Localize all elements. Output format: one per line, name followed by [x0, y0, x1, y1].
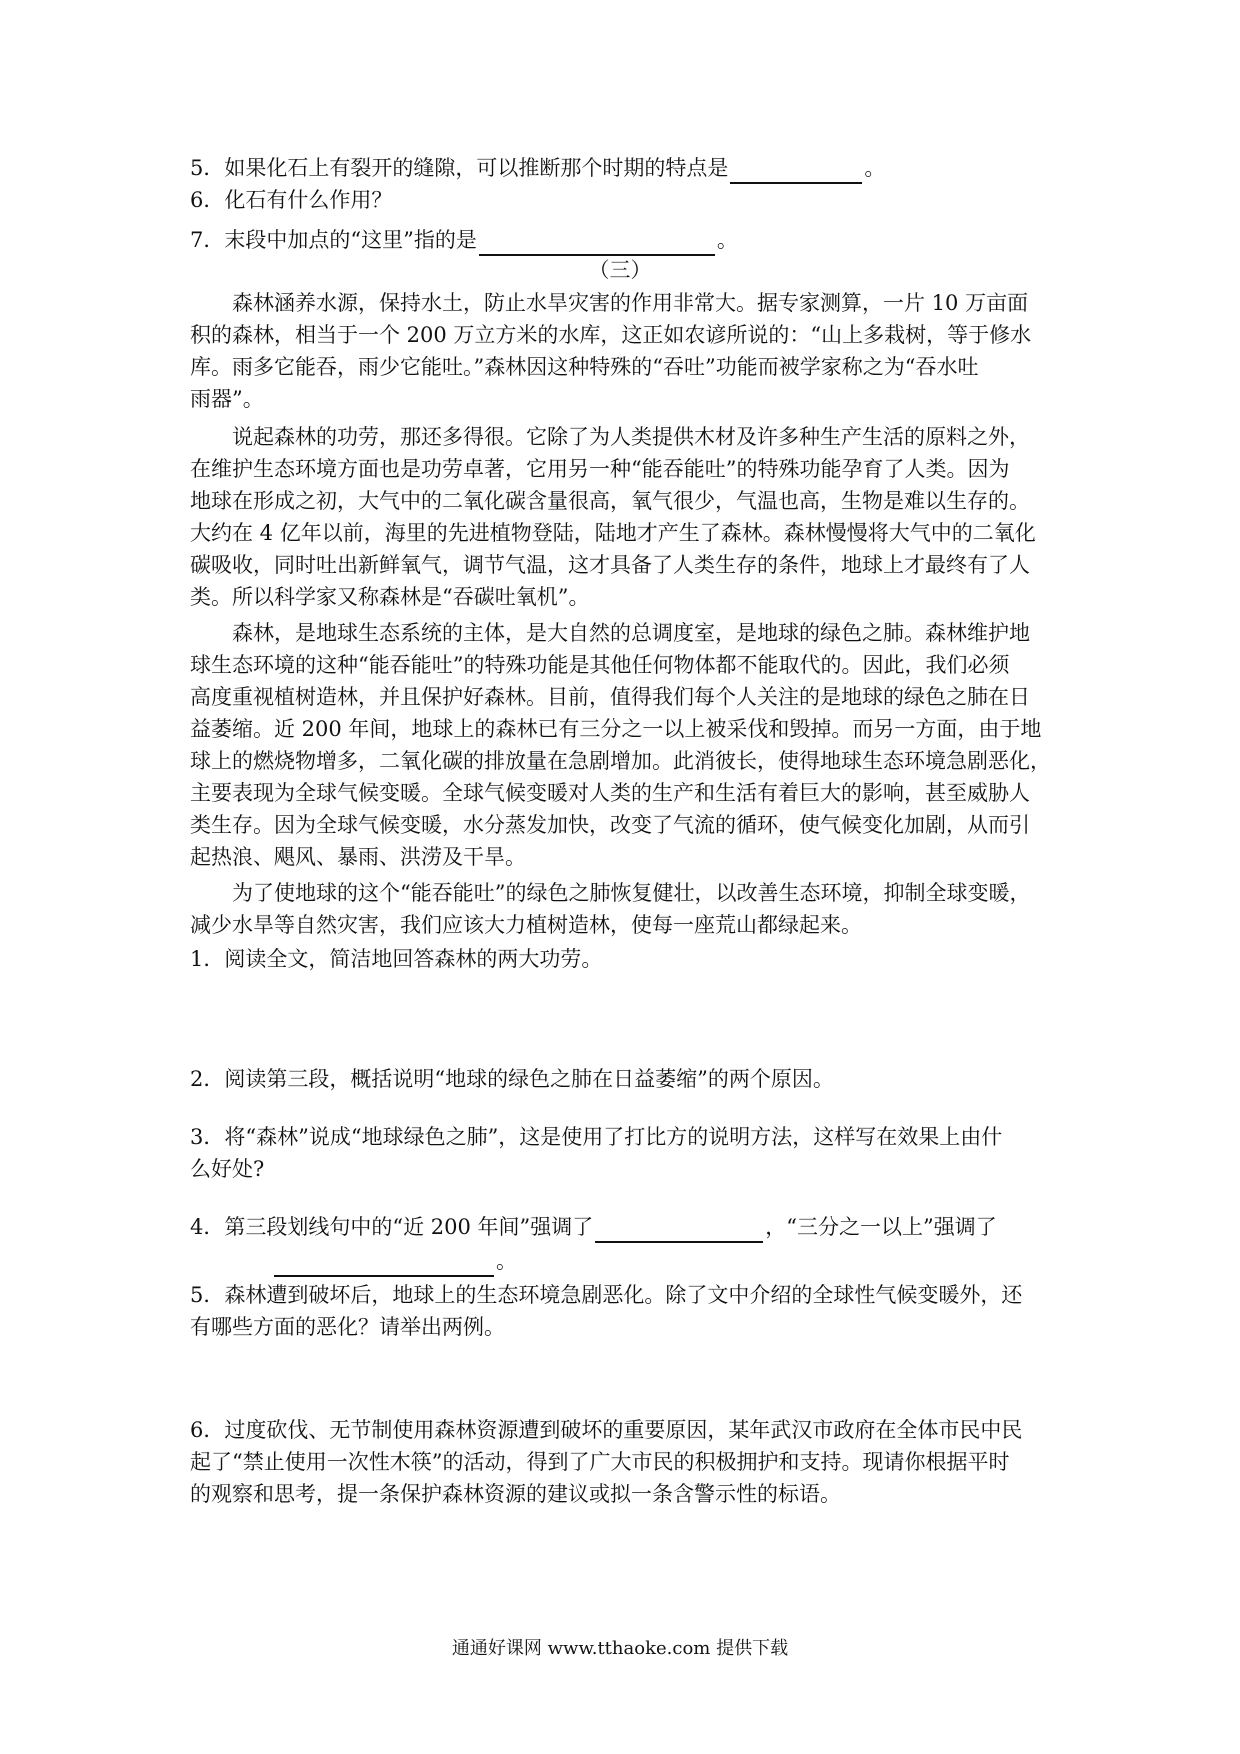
passage-line: 高度重视植树造林，并且保护好森林。目前，值得我们每个人关注的是地球的绿色之肺在日 [190, 685, 1030, 709]
prev-question-7 [190, 224, 1060, 256]
passage-line: 类生存。因为全球气候变暖，水分蒸发加快，改变了气流的循环，使气候变化加剧，从而引 [190, 813, 1030, 837]
question-6-line-3: 的观察和思考，提一条保护森林资源的建议或拟一条含警示性的标语。 [190, 1482, 841, 1506]
q4-text-b: ，“三分之一以上”强调了 [765, 1215, 997, 1239]
passage-line: 说起森林的功劳，那还多得很。它除了为人类提供木材及许多种生产生活的原料之外， [232, 425, 1030, 449]
passage-line: 球上的燃烧物增多，二氧化碳的排放量在急剧增加。此消彼长，使得地球生态环境急剧恶化， [190, 749, 1051, 773]
prev-q5-text: 5．如果化石上有裂开的缝隙，可以推断那个时期的特点是 [190, 156, 729, 180]
passage-line: 森林涵养水源，保持水土，防止水旱灾害的作用非常大。据专家测算，一片 10 万亩面 [232, 291, 1029, 315]
passage-line: 积的森林，相当于一个 200 万立方米的水库，这正如农谚所说的：“山上多栽树，等于修水 [190, 323, 1032, 347]
question-4-line-2 [272, 1245, 672, 1277]
passage-line: 库。雨多它能吞，雨少它能吐。”森林因这种特殊的“吞吐”功能而被学家称之为“吞水吐 [190, 355, 979, 379]
question-6-line-2: 起了“禁止使用一次性木筷”的活动，得到了广大市民的积极拥护和支持。现请你根据平时 [190, 1450, 1010, 1474]
answer-blank[interactable] [595, 1217, 763, 1243]
question-6-line-1: 6．过度砍伐、无节制使用森林资源遭到破坏的重要原因，某年武汉市政府在全体市民中民 [190, 1418, 1023, 1442]
question-5-line-1: 5．森林遭到破坏后，地球上的生态环境急剧恶化。除了文中介绍的全球性气候变暖外，还 [190, 1283, 1023, 1307]
passage-line: 起热浪、飓风、暴雨、洪涝及干旱。 [190, 845, 526, 869]
prev-q7-text: 7．末段中加点的“这里”指的是 [190, 228, 477, 252]
section-title: （三） [588, 258, 652, 282]
passage-line: 益萎缩。近 200 年间，地球上的森林已有三分之一以上被采伐和毁掉。而另一方面，由于地 [190, 717, 1042, 741]
answer-blank[interactable] [274, 1251, 494, 1277]
passage-line: 雨器”。 [190, 387, 264, 411]
question-1: 1．阅读全文，简洁地回答森林的两大功劳。 [190, 947, 603, 971]
question-3-line-1: 3．将“森林”说成“地球绿色之肺”，这是使用了打比方的说明方法，这样写在效果上由什 [190, 1125, 1003, 1149]
passage-line: 类。所以科学家又称森林是“吞碳吐氧机”。 [190, 585, 590, 609]
punct: 。 [864, 156, 886, 180]
prev-question-5 [190, 152, 1060, 184]
passage-line: 减少水旱等自然灾害，我们应该大力植树造林，使每一座荒山都绿起来。 [190, 913, 862, 937]
punct: 。 [496, 1249, 517, 1273]
passage-line: 森林，是地球生态系统的主体，是大自然的总调度室，是地球的绿色之肺。森林维护地 [232, 621, 1030, 645]
question-4-line-1 [190, 1211, 1060, 1243]
passage-line: 在维护生态环境方面也是功劳卓著，它用另一种“能吞能吐”的特殊功能孕育了人类。因为 [190, 457, 1010, 481]
passage-line: 主要表现为全球气候变暖。全球气候变暖对人类的生产和生活有着巨大的影响，甚至威胁人 [190, 781, 1030, 805]
punct: 。 [716, 228, 738, 252]
question-3-line-2: 么好处? [190, 1157, 265, 1181]
prev-question-6: 6．化石有什么作用？ [190, 188, 393, 212]
question-2: 2．阅读第三段，概括说明“地球的绿色之肺在日益萎缩”的两个原因。 [190, 1067, 834, 1091]
passage-line: 碳吸收，同时吐出新鲜氧气，调节气温，这才具备了人类生存的条件，地球上才最终有了人 [190, 553, 1030, 577]
passage-line: 为了使地球的这个“能吞能吐”的绿色之肺恢复健壮，以改善生态环境，抑制全球变暖， [232, 881, 1031, 905]
passage-line: 球生态环境的这种“能吞能吐”的特殊功能是其他任何物体都不能取代的。因此，我们必须 [190, 653, 1010, 677]
passage-line: 地球在形成之初，大气中的二氧化碳含量很高，氧气很少，气温也高，生物是难以生存的。 [190, 489, 1030, 513]
answer-blank[interactable] [730, 158, 862, 184]
question-5-line-2: 有哪些方面的恶化？请举出两例。 [190, 1315, 505, 1339]
answer-blank[interactable] [479, 230, 715, 256]
page-footer: 通通好课网 www.tthaoke.com 提供下载 [451, 1638, 789, 1659]
passage-line: 大约在 4 亿年以前，海里的先进植物登陆，陆地才产生了森林。森林慢慢将大气中的二氧化 [190, 521, 1036, 545]
q4-text-a: 4．第三段划线句中的“近 200 年间”强调了 [190, 1215, 594, 1239]
